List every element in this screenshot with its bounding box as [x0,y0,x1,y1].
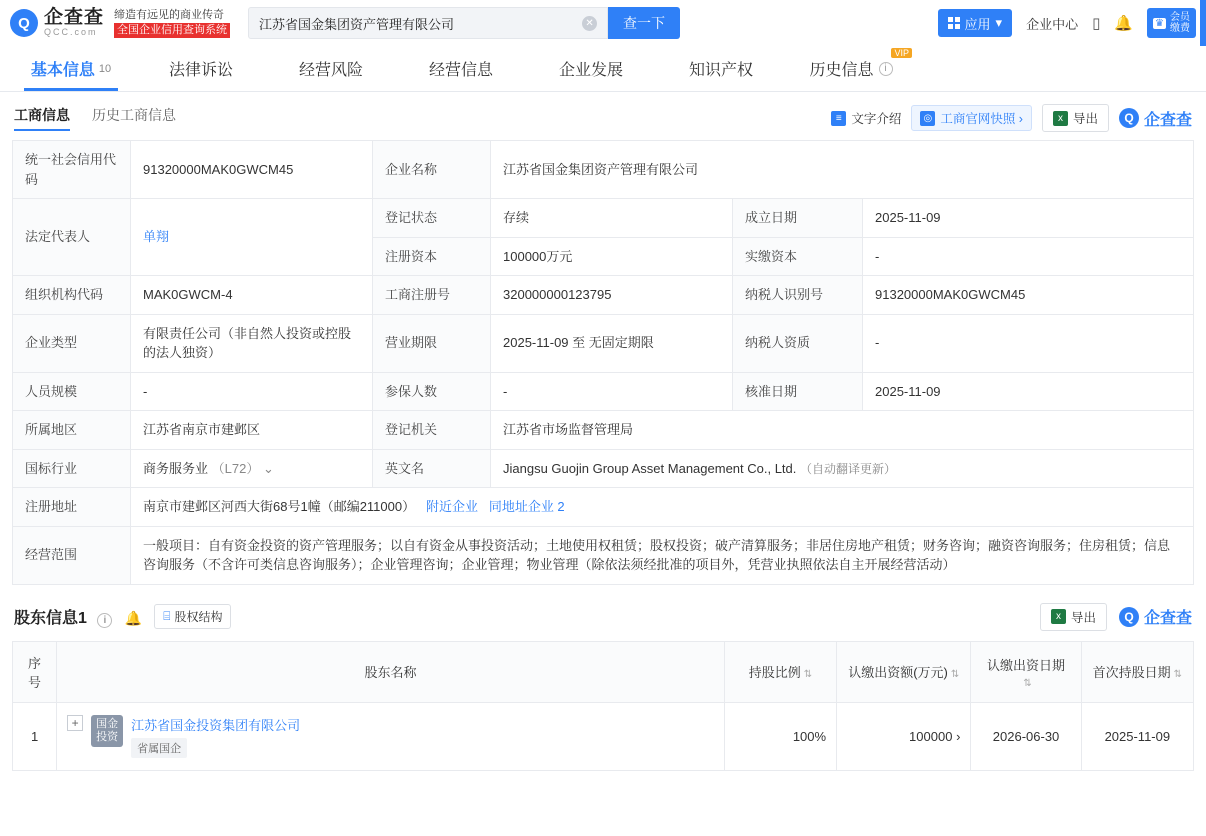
col-subscribed-date[interactable] [971,641,1081,702]
table-row [13,141,1194,199]
expand-icon[interactable]: + [67,715,83,731]
region-value: 江苏省南京市建邺区 [131,411,373,450]
english-name-note: （自动翻译 [800,461,861,476]
english-name-note-end: ） [884,461,897,476]
shareholder-logo: 国金投资 [91,715,123,747]
english-name-update-link[interactable]: 更新 [860,461,885,476]
legal-person-value [131,199,373,276]
clear-icon[interactable]: ✕ [582,16,597,31]
excel-icon: x [1053,111,1068,126]
tab-business-risk-label: 经营风险 [298,62,363,79]
search-button[interactable]: 查一下 [608,7,680,39]
subheader-actions [831,104,1192,132]
tab-intellectual-property[interactable] [656,46,786,91]
approve-date-label: 核准日期 [733,372,863,411]
approve-date-value: 2025-11-09 [863,372,1194,411]
address-text: 南京市建邺区河西大街68号1幢（邮编211000） [143,499,416,514]
company-name-value: 江苏省国金集团资产管理有限公司 [491,141,1194,199]
table-header-row [13,641,1194,702]
table-row [13,314,1194,372]
tab-business-info[interactable] [396,46,526,91]
business-info-table [12,140,1194,585]
table-row [13,276,1194,315]
insured-count-value: - [491,372,733,411]
logo-title: 企查查 [44,7,105,29]
tab-basic-info[interactable] [6,46,136,91]
gov-snapshot-label: 工商官网快照 › [940,112,1023,126]
row-subscribed-amount[interactable] [837,702,971,770]
staff-size-value: - [131,372,373,411]
industry-code: （L72） [211,460,260,476]
shareholder-title-text: 股东信息 [14,610,79,627]
reg-capital-value: 100000万元 [491,237,733,276]
shareholder-count: 1 [78,610,87,627]
taxpayer-qual-label: 纳税人资质 [733,314,863,372]
bell-icon[interactable]: 🔔 [124,610,143,626]
col-shareholder-name: 股东名称 [57,641,725,702]
gov-snapshot-button[interactable] [911,105,1032,131]
top-bar-right [938,8,1196,38]
org-code-label: 组织机构代码 [13,276,131,315]
logo-text [44,8,104,37]
info-icon[interactable]: i [879,62,893,76]
tab-basic-info-count: 10 [98,62,112,75]
tab-business-info-label: 经营信息 [428,62,493,79]
chevron-right-icon[interactable]: › [956,728,961,744]
search-area [248,7,680,39]
company-type-value: 有限责任公司（非自然人投资或控股的法人独资） [131,314,373,372]
subtab-history-business-info[interactable]: 历史工商信息 [92,107,176,123]
business-scope-value: 一般项目：自有资金投资的资产管理服务；以自有资金从事投资活动；土地使用权租赁；股权投资；破产清算服务；非居住房地产租赁；财务咨询；融资咨询服务；住房租赁；信息咨询服务（不含许可类信息咨询服务）；企业管理咨询；企业管理；物业管理（除依法须经批准的项目外，凭营业执照依法自主开展经营活动） [131,526,1194,584]
sort-icon[interactable]: ⇅ [1023,677,1032,689]
site-logo[interactable] [10,8,104,37]
membership-label [1170,12,1190,34]
crown-icon: ♛ [1155,17,1164,29]
text-intro-button[interactable] [831,109,901,127]
watermark-brand-top [1119,107,1192,130]
document-icon: ≡ [831,111,846,126]
address-label: 注册地址 [13,488,131,527]
credit-code-value: 91320000MAK0GWCM45 [131,141,373,199]
shareholder-header [0,585,1206,641]
reg-capital-label: 注册资本 [373,237,491,276]
reg-authority-value: 江苏省市场监督管理局 [491,411,1194,450]
export-label-top: 导出 [1072,112,1098,126]
brand-logo-icon-top: Q [1119,108,1139,128]
tab-company-development-label: 企业发展 [558,62,623,79]
top-bar [0,0,1206,46]
brand-name-top: 企查查 [1143,111,1192,129]
shareholder-table [12,641,1194,771]
tab-legal-cases-label: 法律诉讼 [168,62,233,79]
sort-icon[interactable]: ⇅ [950,669,960,680]
business-scope-label: 经营范围 [13,526,131,584]
company-type-label: 企业类型 [13,314,131,372]
equity-structure-button[interactable] [154,604,231,629]
reg-no-value: 320000000123795 [491,276,733,315]
sort-icon[interactable]: ⇅ [1173,669,1183,680]
found-date-label: 成立日期 [733,199,863,238]
row-index: 1 [13,702,57,770]
insured-count-label: 参保人数 [373,372,491,411]
right-edge-accent [1200,0,1206,46]
credit-code-label: 统一社会信用代码 [13,141,131,199]
camera-icon: ◎ [920,111,935,126]
taxpayer-id-label: 纳税人识别号 [733,276,863,315]
col-first-hold-date[interactable] [1081,641,1193,702]
row-shareholder-name-cell [57,702,725,770]
row-subscribed-date: 2026-06-30 [971,702,1081,770]
slogan-line-1: 缔造有远见的商业传奇 [114,9,225,22]
export-label-shareholders: 导出 [1070,610,1096,625]
reg-status-value: 存续 [491,199,733,238]
tab-intellectual-property-label: 知识产权 [688,62,753,79]
shareholder-title [14,605,142,628]
business-term-value: 2025-11-09 至 无固定期限 [491,314,733,372]
slogan [114,8,230,38]
col-subscribed-amount-label: 认缴出资额(万元) [848,665,948,680]
main-nav-tabs [0,46,1206,92]
col-subscribed-date-label: 认缴出资日期 [987,657,1066,673]
col-ratio[interactable] [724,641,836,702]
membership-line-1: 会员 [1170,12,1190,23]
subtab-business-info[interactable]: 工商信息 [14,105,70,131]
enterprise-center-link[interactable]: 企业中心 [1026,16,1079,32]
export-button-top[interactable] [1042,104,1109,132]
mobile-icon[interactable]: ▯ [1092,15,1101,32]
excel-icon: x [1051,609,1066,624]
legal-person-label: 法定代表人 [13,199,131,276]
tab-business-risk[interactable] [266,46,396,91]
tab-history-info[interactable] [786,46,916,91]
row-first-hold-date: 2025-11-09 [1081,702,1193,770]
membership-line-2: 缴费 [1170,23,1190,34]
slogan-line-2: 全国企业信用查询系统 [114,23,230,38]
row-ratio: 100% [724,702,836,770]
col-index: 序号 [13,641,57,702]
equity-structure-label: 股权结构 [174,610,223,624]
tab-legal-cases[interactable] [136,46,266,91]
grid-icon [948,17,960,29]
tab-basic-info-label: 基本信息 [30,62,95,79]
address-value [131,488,1194,527]
bell-icon[interactable]: 🔔 [1114,15,1134,32]
same-address-companies-link[interactable]: 同地址企业 2 [488,499,565,514]
reg-no-label: 工商注册号 [373,276,491,315]
brand-name-shareholders: 企查查 [1143,610,1192,627]
english-name-label: 英文名 [373,449,491,488]
industry-value [131,449,373,488]
shareholder-name-link[interactable]: 江苏省国金投资集团有限公司 [131,717,301,733]
business-term-label: 营业期限 [373,314,491,372]
business-info-subheader [0,92,1206,140]
info-icon[interactable]: i [97,613,112,628]
col-subscribed-amount[interactable] [837,641,971,702]
apps-button[interactable] [938,9,1013,37]
legal-person-link[interactable]: 单翔 [143,229,170,245]
english-name-value [491,449,1194,488]
table-row [13,411,1194,450]
found-date-value: 2025-11-09 [863,199,1194,238]
table-row [13,488,1194,527]
taxpayer-qual-value: - [863,314,1194,372]
shareholder-actions [1040,603,1192,631]
watermark-brand-shareholders [1119,605,1192,628]
org-code-value: MAK0GWCM-4 [131,276,373,315]
region-label: 所属地区 [13,411,131,450]
tab-company-development[interactable] [526,46,656,91]
industry-label: 国标行业 [13,449,131,488]
shareholder-tag: 省属国企 [131,738,187,758]
reg-status-label: 登记状态 [373,199,491,238]
col-first-hold-date-label: 首次持股日期 [1092,665,1171,680]
logo-domain: QCC.com [44,27,98,38]
chevron-down-icon: ▾ [995,15,1003,30]
apps-button-label: 应用 [964,16,991,32]
table-row [13,372,1194,411]
paid-capital-label: 实缴资本 [733,237,863,276]
text-intro-label: 文字介绍 [851,112,902,126]
reg-authority-label: 登记机关 [373,411,491,450]
table-row [13,702,1194,770]
staff-size-label: 人员规模 [13,372,131,411]
col-ratio-label: 持股比例 [748,665,801,680]
row-subscribed-amount-value: 100000 [909,728,953,744]
brand-logo-icon-shareholders: Q [1119,607,1139,627]
chevron-down-icon[interactable]: ⌄ [262,460,274,476]
search-input[interactable] [248,7,608,39]
tab-history-info-label: 历史信息 [809,62,874,79]
export-button-shareholders[interactable] [1040,603,1107,631]
english-name-text: Jiangsu Guojin Group Asset Management Co., Ltd. [503,460,797,476]
table-row [13,526,1194,584]
taxpayer-id-value: 91320000MAK0GWCM45 [863,276,1194,315]
nearby-companies-link[interactable]: 附近企业 [425,499,478,514]
company-name-label: 企业名称 [373,141,491,199]
vip-tag: VIP [891,48,912,58]
sort-icon[interactable]: ⇅ [803,669,813,680]
search-input-value: 江苏省国金集团资产管理有限公司 [259,16,455,32]
paid-capital-value: - [863,237,1194,276]
membership-button[interactable] [1147,8,1196,38]
industry-name: 商务服务业 [143,460,209,476]
table-row [13,199,1194,238]
structure-icon: ⌸ [163,609,171,623]
table-row [13,449,1194,488]
logo-icon: Q [10,9,38,37]
